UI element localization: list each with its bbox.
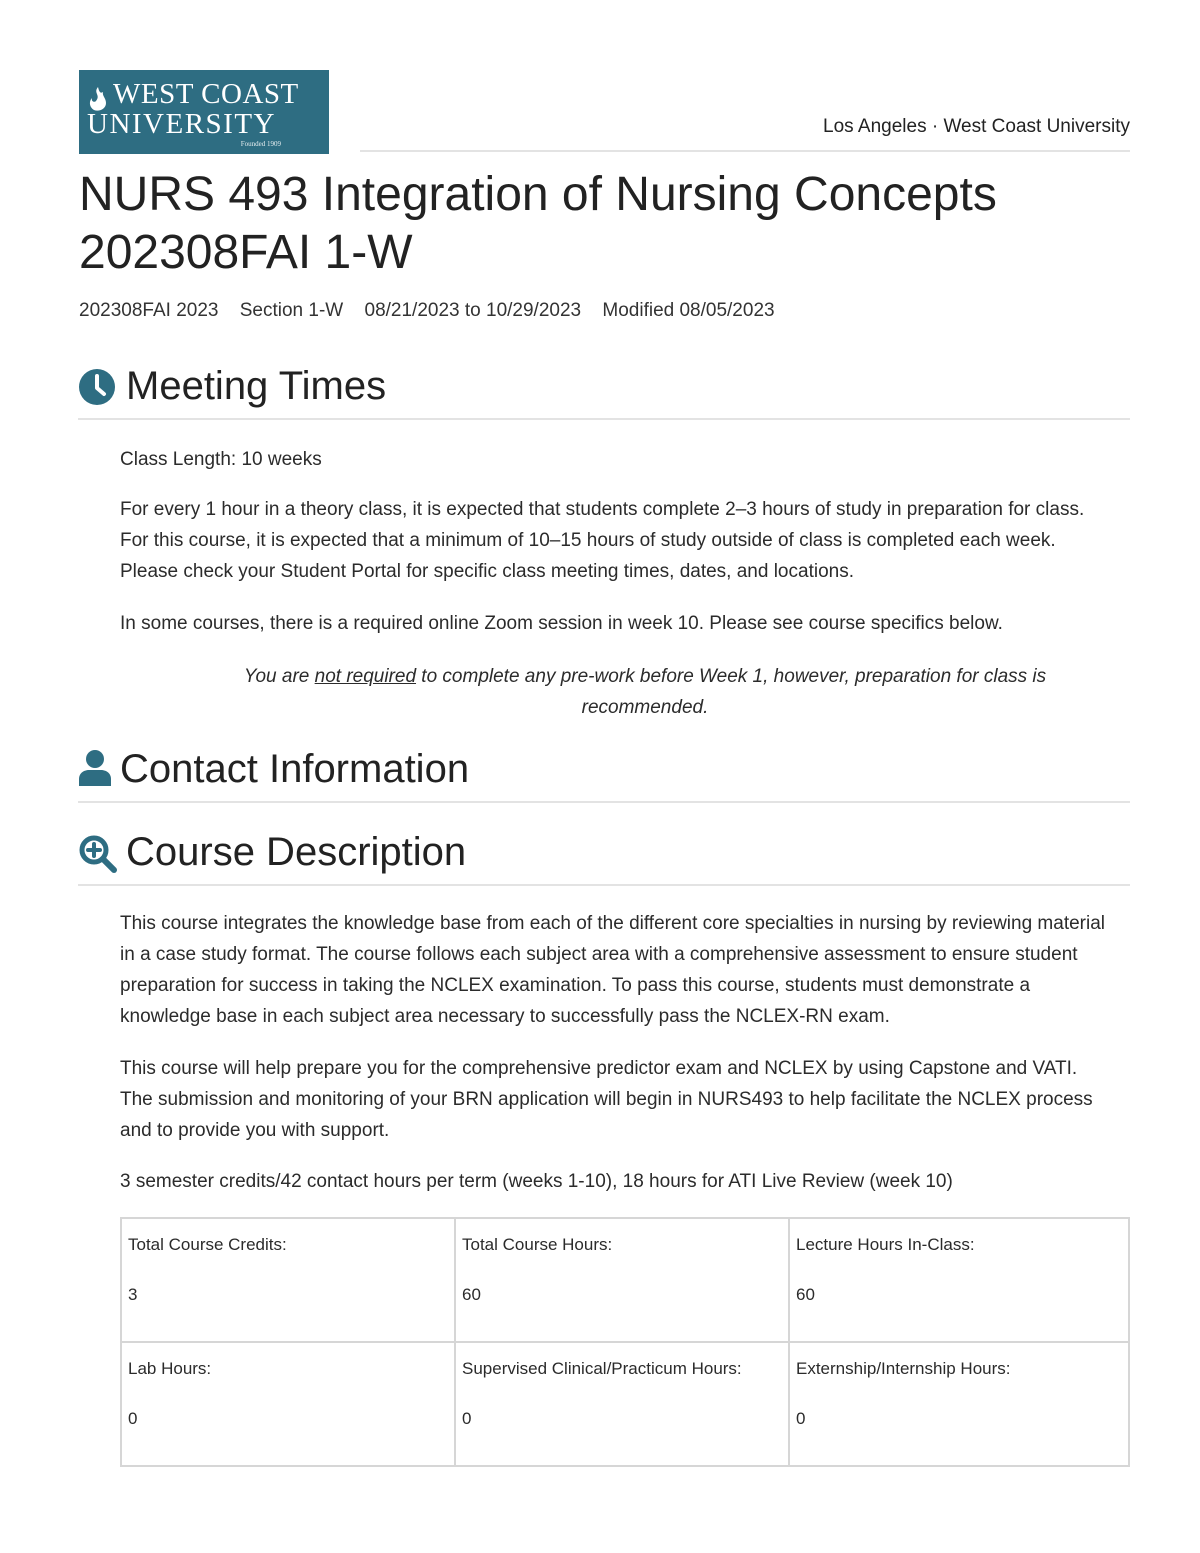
table-cell	[789, 1342, 1129, 1466]
course-description-heading: Course Description	[126, 830, 467, 874]
study-expectation-paragraph: For every 1 hour in a theory class, it is expected that students complete 2–3 hours of study in preparation for class. For this course, it is expected that a minimum of 10–15 hours of study outside of class is completed each week. Please check your Student Portal for specific class meeting times, dates, and locations.	[120, 499, 1085, 582]
cell-label: Total Course Hours:	[462, 1235, 613, 1254]
university-logo	[79, 70, 329, 154]
table-cell	[455, 1218, 789, 1342]
meta-term: 202308FAI 2023	[79, 300, 219, 321]
cell-value: 60	[462, 1285, 481, 1304]
note-prefix: You are	[243, 666, 315, 687]
note-emphasis: not required	[314, 666, 417, 687]
section-course-description	[78, 830, 1130, 886]
description-paragraph-1: This course integrates the knowledge base from each of the different core specialties in nursing by reviewing material in a case study format. The course follows each subject area with a comprehensive assessment to ensure student preparation for success in taking the NCLEX examination. To pass this course, students must demonstrate a knowledge base in each subject area necessary to successfully pass the NCLEX-RN exam.	[120, 913, 1106, 1027]
clock-icon	[78, 368, 116, 406]
table-row	[121, 1342, 1129, 1466]
header-divider	[360, 150, 1130, 152]
user-icon	[78, 749, 112, 787]
meeting-times-heading: Meeting Times	[126, 364, 387, 408]
table-cell	[789, 1218, 1129, 1342]
class-length: Class Length: 10 weeks	[120, 449, 322, 470]
course-hours-table	[120, 1217, 1130, 1467]
zoom-session-paragraph: In some courses, there is a required online Zoom session in week 10. Please see course specifics below.	[120, 613, 1003, 634]
logo-founded: Founded 1909	[240, 140, 281, 148]
page-title: NURS 493 Integration of Nursing Concepts 202308FAI 1-W	[79, 168, 997, 279]
contact-information-heading: Contact Information	[120, 747, 470, 791]
meta-section: Section 1-W	[239, 300, 344, 321]
table-row	[121, 1218, 1129, 1342]
cell-label: Externship/Internship Hours:	[796, 1359, 1011, 1378]
table-cell	[121, 1218, 455, 1342]
course-meta	[79, 300, 791, 322]
cell-value: 60	[796, 1285, 815, 1304]
logo-line1: WEST COAST	[113, 78, 299, 110]
note-suffix: to complete any pre-work before Week 1, however, preparation for class is recommended.	[416, 666, 1047, 718]
cell-value: 3	[128, 1285, 138, 1304]
cell-value: 0	[128, 1409, 138, 1428]
cell-label: Total Course Credits:	[128, 1235, 287, 1254]
meta-modified: Modified 08/05/2023	[602, 300, 775, 321]
description-paragraph-2: This course will help prepare you for the comprehensive predictor exam and NCLEX by using Capstone and VATI. The submission and monitoring of your BRN application will begin in NURS493 to help facilitate the NCLEX process and to provide you with support.	[120, 1058, 1093, 1141]
credits-line: 3 semester credits/42 contact hours per term (weeks 1-10), 18 hours for ATI Live Review (week 10)	[120, 1171, 953, 1192]
cell-label: Lecture Hours In-Class:	[796, 1235, 975, 1254]
cell-value: 0	[796, 1409, 806, 1428]
meta-dates: 08/21/2023 to 10/29/2023	[364, 300, 582, 321]
cell-label: Lab Hours:	[128, 1359, 212, 1378]
zoom-in-icon	[78, 834, 118, 874]
table-cell	[121, 1342, 455, 1466]
cell-value: 0	[462, 1409, 472, 1428]
table-cell	[455, 1342, 789, 1466]
logo-line2: UNIVERSITY	[87, 108, 276, 140]
section-meeting-times	[78, 364, 1130, 420]
section-contact-information	[78, 747, 1130, 803]
campus-label: Los Angeles · West Coast University	[823, 116, 1130, 137]
cell-label: Supervised Clinical/Practicum Hours:	[462, 1359, 742, 1378]
prework-note	[200, 661, 1090, 723]
